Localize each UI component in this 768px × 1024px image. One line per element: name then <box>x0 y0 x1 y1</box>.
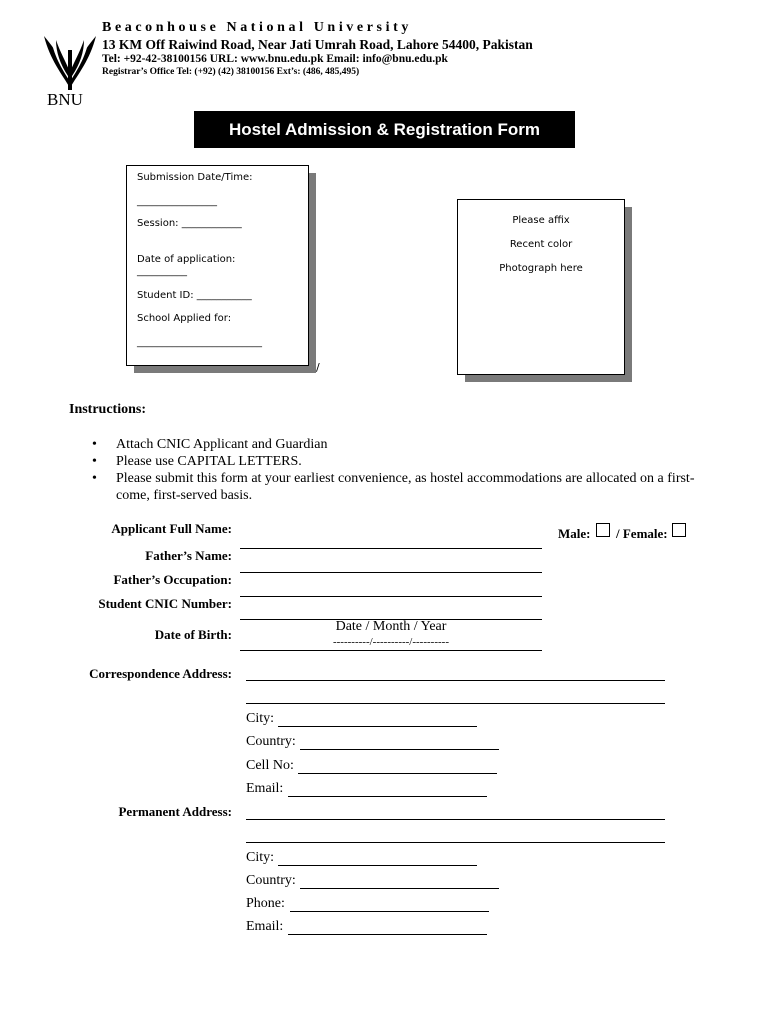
father-name-input[interactable] <box>240 572 542 573</box>
university-address: 13 KM Off Raiwind Road, Near Jati Umrah Road, Lahore 54400, Pakistan <box>102 37 533 52</box>
instruction-item: • Attach CNIC Applicant and Guardian <box>92 436 702 453</box>
male-checkbox[interactable] <box>596 523 610 537</box>
applicant-name-input[interactable] <box>240 548 542 549</box>
female-checkbox[interactable] <box>672 523 686 537</box>
correspondence-cell-input[interactable] <box>298 773 497 774</box>
permanent-address-label: Permanent Address: <box>118 804 232 819</box>
school-applied-blank[interactable]: _________________________ <box>137 337 262 348</box>
instructions-list <box>92 436 702 504</box>
correspondence-email-label: Email: <box>246 781 284 796</box>
logo-text: BNU <box>47 90 83 109</box>
university-contact: Tel: +92-42-38100156 URL: www.bnu.edu.pk Email: info@bnu.edu.pk <box>102 53 448 65</box>
correspondence-address-label: Correspondence Address: <box>89 666 232 681</box>
instruction-item: • Please use CAPITAL LETTERS. <box>92 453 702 470</box>
correspondence-country-input[interactable] <box>300 749 499 750</box>
correspondence-cell-label: Cell No: <box>246 758 294 773</box>
dob-label: Date of Birth: <box>154 627 232 642</box>
photo-line-3: Photograph here <box>499 263 583 274</box>
photo-line-1: Please affix <box>512 215 570 226</box>
permanent-city-label: City: <box>246 850 275 865</box>
correspondence-city-label: City: <box>246 711 275 726</box>
stray-mark: / <box>316 361 320 374</box>
registrar-contact: Registrar’s Office Tel: (+92) (42) 38100156 Ext’s: (486, 485,495) <box>102 67 360 77</box>
session-field[interactable]: Session: ____________ <box>137 218 242 229</box>
applicant-name-label: Applicant Full Name: <box>111 521 232 536</box>
university-name: Beaconhouse National University <box>102 20 412 35</box>
permanent-country-label: Country: <box>246 873 296 888</box>
permanent-phone-label: Phone: <box>246 896 285 911</box>
office-use-box <box>126 165 309 366</box>
permanent-country-input[interactable] <box>300 888 499 889</box>
correspondence-email-input[interactable] <box>288 796 487 797</box>
instructions-heading: Instructions: <box>69 402 147 417</box>
student-id-field[interactable]: Student ID: ___________ <box>137 290 252 301</box>
dob-input[interactable]: ----------/----------/---------- <box>332 636 449 648</box>
date-of-application-label: Date of application: <box>137 254 236 265</box>
date-of-application-blank[interactable]: __________ <box>137 266 187 277</box>
dob-underline <box>240 650 542 651</box>
cnic-label: Student CNIC Number: <box>98 596 232 611</box>
dob-format: Date / Month / Year <box>335 619 447 634</box>
correspondence-country-label: Country: <box>246 734 296 749</box>
permanent-address-line-1[interactable] <box>246 819 665 820</box>
male-label: Male: <box>558 526 591 541</box>
father-occupation-input[interactable] <box>240 596 542 597</box>
permanent-city-input[interactable] <box>278 865 477 866</box>
permanent-email-input[interactable] <box>288 934 487 935</box>
photo-box[interactable] <box>457 199 625 375</box>
correspondence-city-input[interactable] <box>278 726 477 727</box>
form-title: Hostel Admission & Registration Form <box>194 111 575 148</box>
father-occupation-label: Father’s Occupation: <box>113 572 232 587</box>
permanent-address-line-2[interactable] <box>246 842 665 843</box>
permanent-email-label: Email: <box>246 919 284 934</box>
correspondence-address-line-1[interactable] <box>246 680 665 681</box>
instruction-item: • Please submit this form at your earliest convenience, as hostel accommodations are allocated on a first-come, first-served basis. <box>92 470 702 504</box>
submission-label: Submission Date/Time: <box>137 172 253 183</box>
permanent-phone-input[interactable] <box>290 911 489 912</box>
photo-line-2: Recent color <box>509 239 573 250</box>
female-label: / Female: <box>616 526 668 541</box>
school-applied-label: School Applied for: <box>137 313 232 324</box>
correspondence-address-line-2[interactable] <box>246 703 665 704</box>
father-name-label: Father’s Name: <box>145 548 232 563</box>
submission-blank[interactable]: ________________ <box>137 196 217 207</box>
